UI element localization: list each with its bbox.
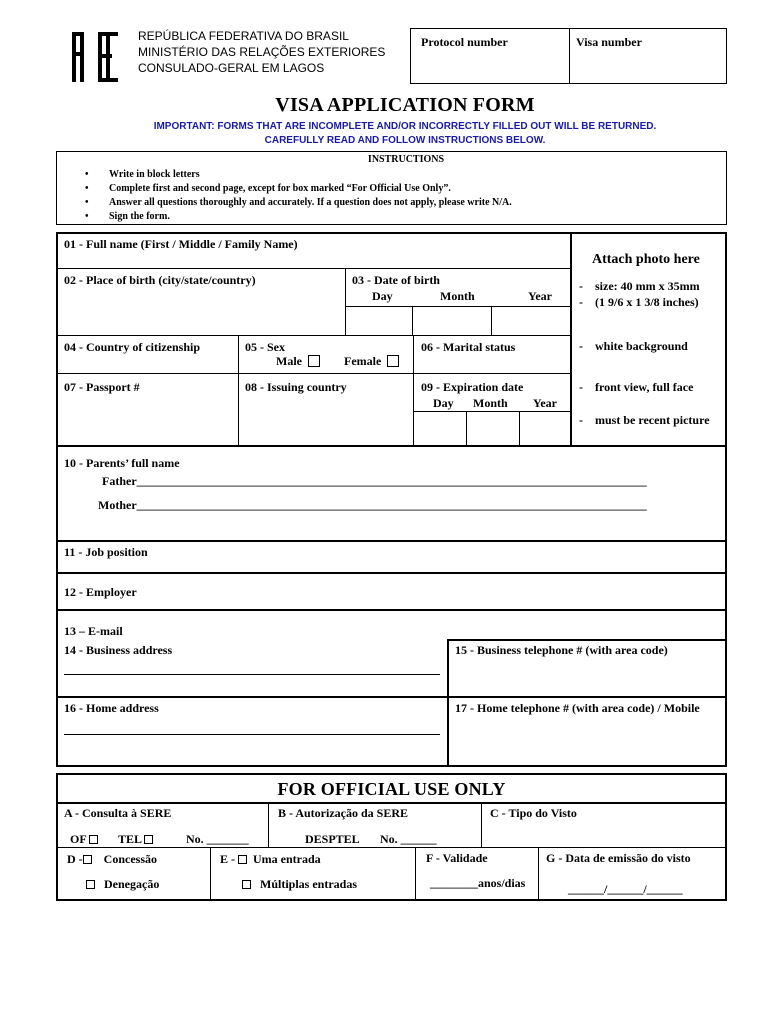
sex-label: 05 - Sex [245,340,285,354]
row-divider [56,335,570,336]
male-label: Male [276,354,302,368]
home-telephone-field[interactable]: 17 - Home telephone # (with area code) / Mobile [455,701,700,715]
exp-month-label: Month [473,396,508,410]
col-divider [538,847,539,901]
photo-background-rule: white background [595,339,688,353]
of-label: OF [70,832,87,846]
uma-entrada-label: Uma entrada [253,852,321,866]
row-divider [56,540,727,542]
col-divider [481,802,482,848]
row-divider [56,572,727,574]
date-of-birth-label: 03 - Date of birth [352,273,440,287]
business-address-underline [64,674,440,675]
photo-size: size: 40 mm x 35mm [595,279,700,293]
denegacao-label: Denegação [104,877,160,891]
consulta-of-option[interactable] [70,832,98,846]
instructions-heading: INSTRUCTIONS [367,154,445,165]
warning-line-2: CAREFULLY READ AND FOLLOW INSTRUCTIONS BELOW. [264,135,546,146]
photo-dash: - [579,380,583,394]
multiplas-entradas-option[interactable] [242,877,357,891]
photo-dash: - [579,279,583,293]
gov-line-3: CONSULADO-GERAL EM LAGOS [138,61,325,75]
business-address-field[interactable]: 14 - Business address [64,643,173,657]
gov-line-2: MINISTÉRIO DAS RELAÇÕES EXTERIORES [138,45,386,59]
marital-status-field[interactable]: 06 - Marital status [421,340,516,354]
exp-year-input[interactable] [519,411,571,446]
row-divider [56,268,570,269]
validade-field[interactable]: ________anos/dias [430,876,526,890]
instruction-item: • Answer all questions thoroughly and accurately. If a question does not apply, please write N/A. [85,196,512,210]
expiration-date-label: 09 - Expiration date [421,380,524,394]
denegacao-option[interactable] [86,877,159,891]
warning-line-1: IMPORTANT: FORMS THAT ARE INCOMPLETE AND/OR INCORRECTLY FILLED OUT WILL BE RETURNED. [153,121,657,132]
gov-line-1: REPÚBLICA FEDERATIVA DO BRASIL [138,29,349,43]
instruction-item: • Sign the form. [85,210,512,224]
row-divider [56,445,727,447]
logo-ae-graphic [68,28,124,84]
concessao-option[interactable] [67,852,157,866]
col-divider [238,335,239,445]
instructions-list [85,168,512,224]
data-emissao-field[interactable]: ______/______/______ [568,882,683,896]
row-divider [447,639,727,641]
exp-day-input[interactable] [413,411,467,446]
row-divider [56,373,570,374]
dob-year-label: Year [528,289,552,303]
dob-month-label: Month [440,289,475,303]
col-divider [415,847,416,901]
desptel-number-field[interactable]: No. ______ [380,832,437,846]
photo-dash: - [579,339,583,353]
photo-dash: - [579,413,583,427]
passport-number-field[interactable]: 07 - Passport # [64,380,140,394]
home-address-underline [64,734,440,735]
row-divider [56,609,727,611]
parents-name-label: 10 - Parents’ full name [64,456,180,470]
issuing-country-field[interactable]: 08 - Issuing country [245,380,347,394]
multiplas-entradas-label: Múltiplas entradas [260,877,358,891]
d-label: D - [67,852,83,866]
home-address-field[interactable]: 16 - Home address [64,701,159,715]
data-emissao-label: G - Data de emissão do visto [546,851,691,865]
dob-day-input[interactable] [345,306,413,336]
exp-day-label: Day [433,396,454,410]
email-field[interactable]: 13 – E-mail [64,624,123,638]
job-position-field[interactable]: 11 - Job position [64,545,148,559]
official-use-title: FOR OFFICIAL USE ONLY [277,779,506,799]
consulta-number-field[interactable]: No. _______ [186,832,249,846]
male-checkbox[interactable] [308,355,320,367]
dob-month-input[interactable] [412,306,492,336]
business-telephone-field[interactable]: 15 - Business telephone # (with area code) [455,643,668,657]
instruction-item: • Complete first and second page, except for box marked “For Official Use Only”. [85,182,512,196]
denegacao-checkbox[interactable] [86,880,95,889]
exp-month-input[interactable] [466,411,520,446]
photo-front-rule: front view, full face [595,380,694,394]
father-name-field[interactable]: Father_____________________________________________________________________________________ [102,474,647,488]
col-divider [268,802,269,848]
multiplas-entradas-checkbox[interactable] [242,880,251,889]
government-header [138,28,385,76]
female-checkbox[interactable] [387,355,399,367]
photo-title: Attach photo here [592,252,700,267]
visa-number-box[interactable] [569,28,727,84]
desptel-label: DESPTEL [305,832,360,846]
concessao-checkbox[interactable] [83,855,92,864]
validade-label: F - Validade [426,851,488,865]
photo-dash: - [579,295,583,309]
tel-checkbox[interactable] [144,835,153,844]
concessao-label: Concessão [103,852,158,866]
photo-recent-rule: must be recent picture [595,413,710,427]
consulate-logo [68,28,124,84]
form-title: VISA APPLICATION FORM [275,94,535,116]
dob-year-input[interactable] [491,306,571,336]
of-checkbox[interactable] [89,835,98,844]
uma-entrada-checkbox[interactable] [238,855,247,864]
place-of-birth-field[interactable]: 02 - Place of birth (city/state/country) [64,273,256,287]
col-divider [447,639,449,767]
country-of-citizenship-field[interactable]: 04 - Country of citizenship [64,340,200,354]
consulta-tel-option[interactable] [118,832,153,846]
consulta-sere-label: A - Consulta à SERE [64,806,172,820]
exp-year-label: Year [533,396,557,410]
row-divider [56,696,727,698]
col-divider [210,847,211,901]
employer-field[interactable]: 12 - Employer [64,585,137,599]
photo-size-inches: (1 9/6 x 1 3/8 inches) [595,295,699,309]
sex-female-option[interactable] [344,354,399,368]
mother-name-field[interactable]: Mother_____________________________________________________________________________________ [98,498,647,512]
visa-number-label: Visa number [576,35,642,49]
full-name-field[interactable]: 01 - Full name (First / Middle / Family Name) [64,237,298,251]
tel-label: TEL [118,832,142,846]
tipo-visto-field[interactable]: C - Tipo do Visto [490,806,577,820]
protocol-number-box[interactable] [410,28,570,84]
row-divider [56,802,727,804]
protocol-number-label: Protocol number [421,35,508,49]
instructions-box [56,151,727,225]
e-label: E - [220,852,235,866]
autorizacao-sere-label: B - Autorização da SERE [278,806,409,820]
sex-male-option[interactable] [276,354,320,368]
female-label: Female [344,354,382,368]
row-divider [56,847,727,848]
uma-entrada-option[interactable] [220,852,321,866]
dob-day-label: Day [372,289,393,303]
instruction-item: • Write in block letters [85,168,512,182]
